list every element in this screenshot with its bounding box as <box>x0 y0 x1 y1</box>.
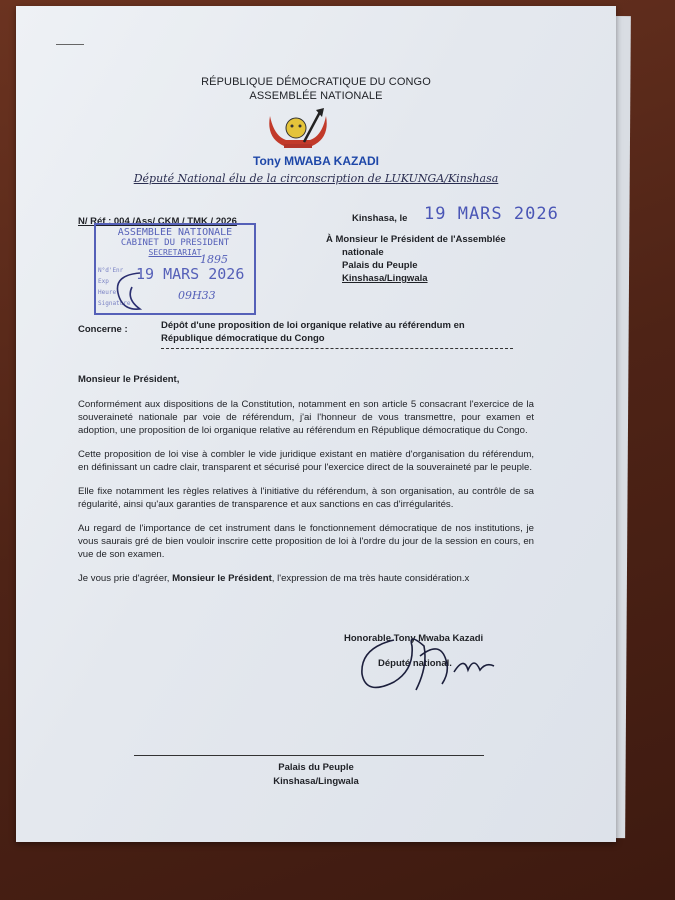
paragraph: Au regard de l'importance de cet instrument dans le fonctionnement démocratique de nos institutions, je vous saurais gré de bien vouloir inscrire cette proposition de loi à l'ordre du jour de la session en cours, en vue de son examen. <box>78 523 534 560</box>
stamp-date: 19 MARS 2026 <box>136 265 245 283</box>
signatory-name: Honorable Tony Mwaba Kazadi <box>344 633 484 644</box>
paragraph: Conformément aux dispositions de la Constitution, notamment en son article 5 consacrant l'exercice de la souveraineté nationale par voie de référendum, j'ai l'honneur de vous transmettre, pour examen et adoption, une proposition de loi organique relative au référendum en République démocratique du Congo. <box>78 399 534 436</box>
stamp-label: N°d'Enr <box>98 267 124 274</box>
salutation: Monsieur le Président, <box>78 374 180 385</box>
stamp-label: Signature <box>98 300 131 307</box>
pen-mark <box>56 44 84 45</box>
subject-text: Dépôt d'une proposition de loi organique relative au référendum en République démocratique du Congo <box>161 319 513 349</box>
date-stamp: 19 MARS 2026 <box>424 204 559 224</box>
handwritten-signature-icon <box>354 626 504 698</box>
paragraph: Elle fixe notamment les règles relatives à l'initiative du référendum, à son organisation, au contrôle de sa régularité, ainsi qu'aux garanties de transparence et aux sanctions en cas d'irrégularités. <box>78 486 534 510</box>
signatory-title: Député national. <box>378 658 452 669</box>
coat-of-arms-icon <box>264 108 332 152</box>
stamp-number: 1895 <box>200 253 228 266</box>
recipient-block <box>326 233 506 285</box>
closing-bold: Monsieur le Président <box>172 573 272 584</box>
footer-divider <box>134 755 484 756</box>
footer-line2: Kinshasa/Lingwala <box>273 776 359 787</box>
recipient-line: Palais du Peuple <box>342 260 418 271</box>
closing-text: Je vous prie d'agréer, <box>78 573 173 584</box>
stamp-line2: CABINET DU PRESIDENT <box>120 238 230 248</box>
footer-line1: Palais du Peuple <box>278 762 354 773</box>
closing-text: , l'expression de ma très haute considération.x <box>271 573 470 584</box>
letter-body <box>78 398 534 596</box>
recipient-line: nationale <box>342 247 384 258</box>
closing-paragraph <box>78 572 534 585</box>
country-heading: RÉPUBLIQUE DÉMOCRATIQUE DU CONGO <box>201 76 431 88</box>
reference-number: N/ Réf : 004 /Ass/ CKM / TMK / 2026 <box>78 216 237 227</box>
paragraph: Cette proposition de loi vise à combler le vide juridique existant en matière d'organisation du référendum, en définissant un cadre clair, transparent et sécurisé pour l'exercice direct de la souveraineté par le peuple. <box>78 449 534 473</box>
place-label: Kinshasa, le <box>352 213 408 224</box>
stamp-label: Exp <box>98 278 109 285</box>
author-name: Tony MWABA KAZADI <box>253 154 379 168</box>
stamp-line1: ASSEMBLEE NATIONALE <box>117 227 233 238</box>
stamp-label: Heure <box>98 289 117 296</box>
institution-heading: ASSEMBLÉE NATIONALE <box>249 90 383 102</box>
subject-label: Concerne : <box>78 324 128 335</box>
initial-scribble-icon <box>110 269 150 315</box>
reception-stamp <box>94 223 256 315</box>
author-title: Député National élu de la circonscription de LUKUNGA/Kinshasa <box>133 172 499 185</box>
recipient-line: À Monsieur le Président de l'Assemblée <box>326 234 506 245</box>
letter-page <box>16 6 616 842</box>
stamp-time: 09H33 <box>178 289 216 302</box>
stamp-line3: SECRETARIAT <box>148 248 202 257</box>
recipient-line: Kinshasa/Lingwala <box>342 273 428 284</box>
